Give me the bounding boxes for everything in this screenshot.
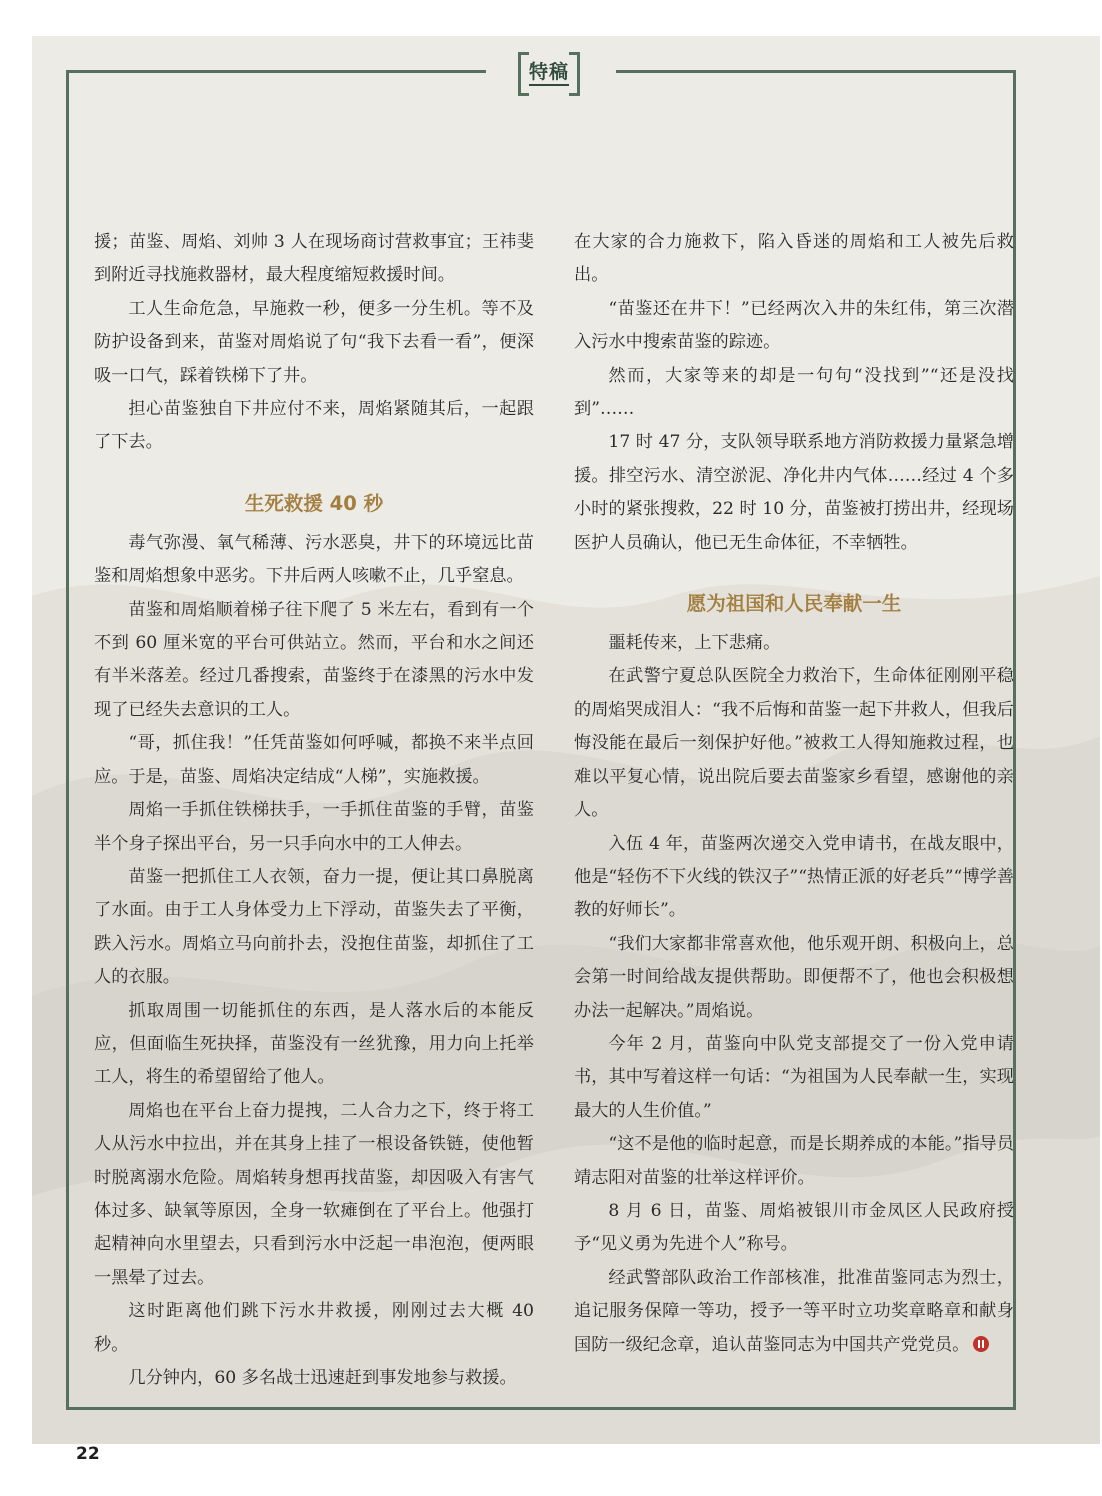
paragraph: “我们大家都非常喜欢他，他乐观开朗、积极向上，总会第一时间给战友提供帮助。即便帮不了，他也会积极想办法一起解决。”周焰说。 xyxy=(574,933,1014,1021)
paragraph: “哥，抓住我！”任凭苗鉴如何呼喊，都换不来半点回应。于是，苗鉴、周焰决定结成“人梯”，实施救援。 xyxy=(94,733,534,787)
paragraph: 入伍 4 年，苗鉴两次递交入党申请书，在战友眼中，他是“轻伤不下火线的铁汉子”“热情正派的好老兵”“博学善教的好师长”。 xyxy=(574,833,1014,921)
right-column xyxy=(574,226,1014,1362)
paragraph: 几分钟内，60 多名战士迅速赶到事发地参与救援。 xyxy=(128,1368,517,1388)
section-tag-label: 特稿 xyxy=(529,60,569,86)
paragraph: “苗鉴还在井下！”已经两次入井的朱红伟，第三次潜入污水中搜索苗鉴的踪迹。 xyxy=(574,298,1014,353)
left-column xyxy=(94,226,534,1395)
paragraph: 苗鉴一把抓住工人衣领，奋力一提，便让其口鼻脱离了水面。由于工人身体受力上下浮动，苗鉴失去了平衡，跌入污水。周焰立马向前扑去，没抱住苗鉴，却抓住了工人的衣服。 xyxy=(94,866,534,988)
end-mark-icon xyxy=(973,1336,989,1352)
paragraph: 在武警宁夏总队医院全力救治下，生命体征刚刚平稳的周焰哭成泪人：“我不后悔和苗鉴一起下井救人，但我后悔没能在最后一刻保护好他。”被救工人得知施救过程，也难以平复心情，说出院后要去苗鉴家乡看望，感谢他的亲人。 xyxy=(574,666,1014,821)
section-heading: 愿为祖国和人民奉献一生 xyxy=(686,592,902,616)
paragraph: 这时距离他们跳下污水井救援，刚刚过去大概 40 秒。 xyxy=(94,1301,534,1355)
paragraph: 援；苗鉴、周焰、刘帅 3 人在现场商讨营救事宜；王祎斐到附近寻找施救器材，最大程度缩短救援时间。 xyxy=(94,232,534,286)
paragraph: 17 时 47 分，支队领导联系地方消防救援力量紧急增援。排空污水、清空淤泥、净化井内气体……经过 4 个多小时的紧张搜救，22 时 10 分，苗鉴被打捞出井，经现场医护人员确认，他已无生命体征，不幸牺牲。 xyxy=(574,432,1014,553)
paragraph: 周焰一手抓住铁梯扶手，一手抓住苗鉴的手臂，苗鉴半个身子探出平台，另一只手向水中的工人伸去。 xyxy=(94,800,534,854)
section-heading: 生死救援 40 秒 xyxy=(244,491,384,515)
paragraph: 周焰也在平台上奋力提拽，二人合力之下，终于将工人从污水中拉出，并在其身上挂了一根设备铁链，使他暂时脱离溺水危险。周焰转身想再找苗鉴，却因吸入有害气体过多、缺氧等原因，全身一软瘫倒在了平台上。他强打起精神向水里望去，只看到污水中泛起一串泡泡，便两眼一黑晕了过去。 xyxy=(94,1100,534,1288)
paragraph: 工人生命危急，早施救一秒，便多一分生机。等不及防护设备到来，苗鉴对周焰说了句“我下去看一看”，便深吸一口气，踩着铁梯下了井。 xyxy=(94,298,534,386)
paragraph: 抓取周围一切能抓住的东西，是人落水后的本能反应，但面临生死抉择，苗鉴没有一丝犹豫，用力向上托举工人，将生的希望留给了他人。 xyxy=(94,1000,534,1088)
paragraph: 苗鉴和周焰顺着梯子往下爬了 5 米左右，看到有一个不到 60 厘米宽的平台可供站立。然而，平台和水之间还有半米落差。经过几番搜索，苗鉴终于在漆黑的污水中发现了已经失去意识的工人。 xyxy=(94,599,534,720)
paragraph: 然而，大家等来的却是一句句“没找到”“还是没找到”…… xyxy=(574,365,1014,420)
paragraph: “这不是他的临时起意，而是长期养成的本能。”指导员靖志阳对苗鉴的壮举这样评价。 xyxy=(574,1134,1014,1188)
final-paragraph xyxy=(574,1262,1014,1362)
paragraph-text: 经武警部队政治工作部核准，批准苗鉴同志为烈士，追记服务保障一等功，授予一等平时立功奖章略章和献身国防一级纪念章，追认苗鉴同志为中国共产党党员。 xyxy=(574,1267,1014,1355)
paragraph: 今年 2 月，苗鉴向中队党支部提交了一份入党申请书，其中写着这样一句话：“为祖国为人民奉献一生，实现最大的人生价值。” xyxy=(574,1033,1014,1121)
paragraph: 8 月 6 日，苗鉴、周焰被银川市金凤区人民政府授予“见义勇为先进个人”称号。 xyxy=(574,1200,1014,1255)
paragraph: 在大家的合力施救下，陷入昏迷的周焰和工人被先后救出。 xyxy=(574,232,1014,286)
paragraph: 毒气弥漫、氧气稀薄、污水恶臭，井下的环境远比苗鉴和周焰想象中恶劣。下井后两人咳嗽不止，几乎窒息。 xyxy=(94,532,534,587)
page-number: 22 xyxy=(76,1444,100,1464)
paragraph: 噩耗传来，上下悲痛。 xyxy=(608,633,781,654)
paragraph: 担心苗鉴独自下井应付不来，周焰紧随其后，一起跟了下去。 xyxy=(94,399,534,453)
section-tag xyxy=(518,52,580,96)
